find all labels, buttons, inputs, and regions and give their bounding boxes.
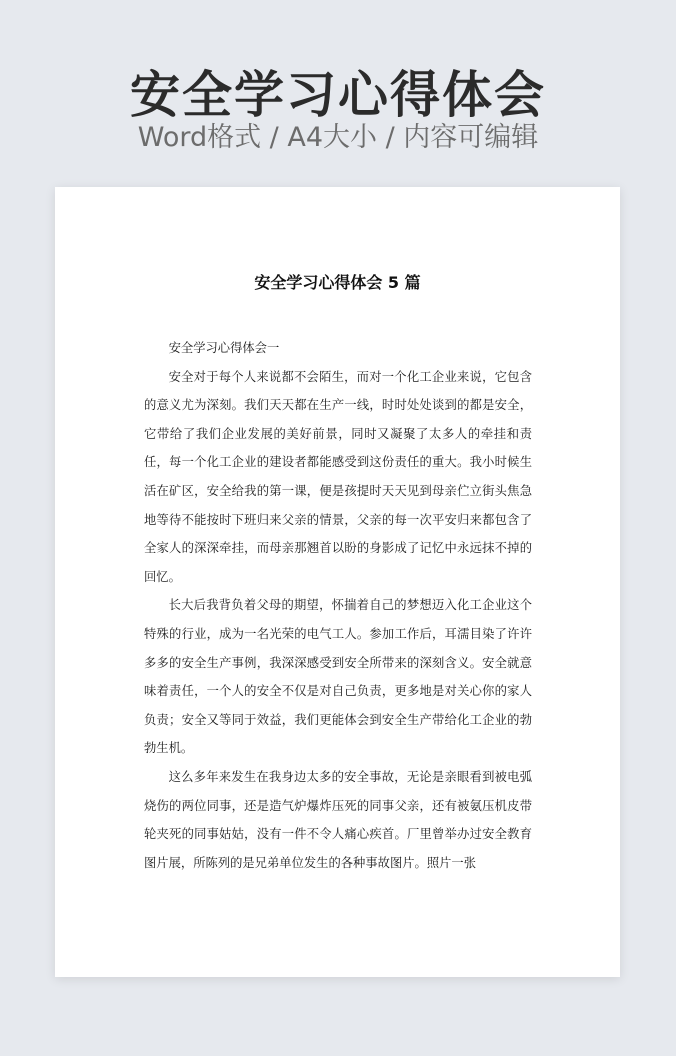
document-body — [144, 334, 532, 877]
banner-subtitle: Word格式 / A4大小 / 内容可编辑 — [137, 122, 539, 153]
body-paragraph: 这么多年来发生在我身边太多的安全事故，无论是亲眼看到被电弧烧伤的两位同事，还是造气炉爆炸压死的同事父亲，还有被氨压机皮带轮夹死的同事姑姑，没有一件不令人痛心疾首。厂里曾举办过安全教育图片展，所陈列的是兄弟单位发生的各种事故图片。照片一张 — [144, 769, 532, 870]
body-paragraph: 安全对于每个人来说都不会陌生，而对一个化工企业来说，它包含的意义尤为深刻。我们天天都在生产一线，时时处处谈到的都是安全，它带给了我们企业发展的美好前景，同时又凝聚了太多人的牵挂和责任，每一个化工企业的建设者都能感受到这份责任的重大。我小时候生活在矿区，安全给我的第一课，便是孩提时天天见到母亲伫立街头焦急地等待不能按时下班归来父亲的情景，父亲的每一次平安归来都包含了全家人的深深牵挂，而母亲那翘首以盼的身影成了记忆中永远抹不掉的回忆。 — [144, 369, 532, 584]
document-title: 安全学习心得体会 5 篇 — [254, 273, 421, 292]
document-page — [55, 187, 620, 977]
body-paragraph: 长大后我背负着父母的期望，怀揣着自己的梦想迈入化工企业这个特殊的行业，成为一名光荣的电气工人。参加工作后，耳濡目染了许许多多的安全生产事例，我深深感受到安全所带来的深刻含义。安全就意味着责任，一个人的安全不仅是对自己负责，更多地是对关心你的家人负责；安全又等同于效益，我们更能体会到安全生产带给化工企业的勃勃生机。 — [144, 598, 532, 756]
section-heading: 安全学习心得体会一 — [168, 341, 280, 355]
banner-title: 安全学习心得体会 — [130, 66, 546, 124]
